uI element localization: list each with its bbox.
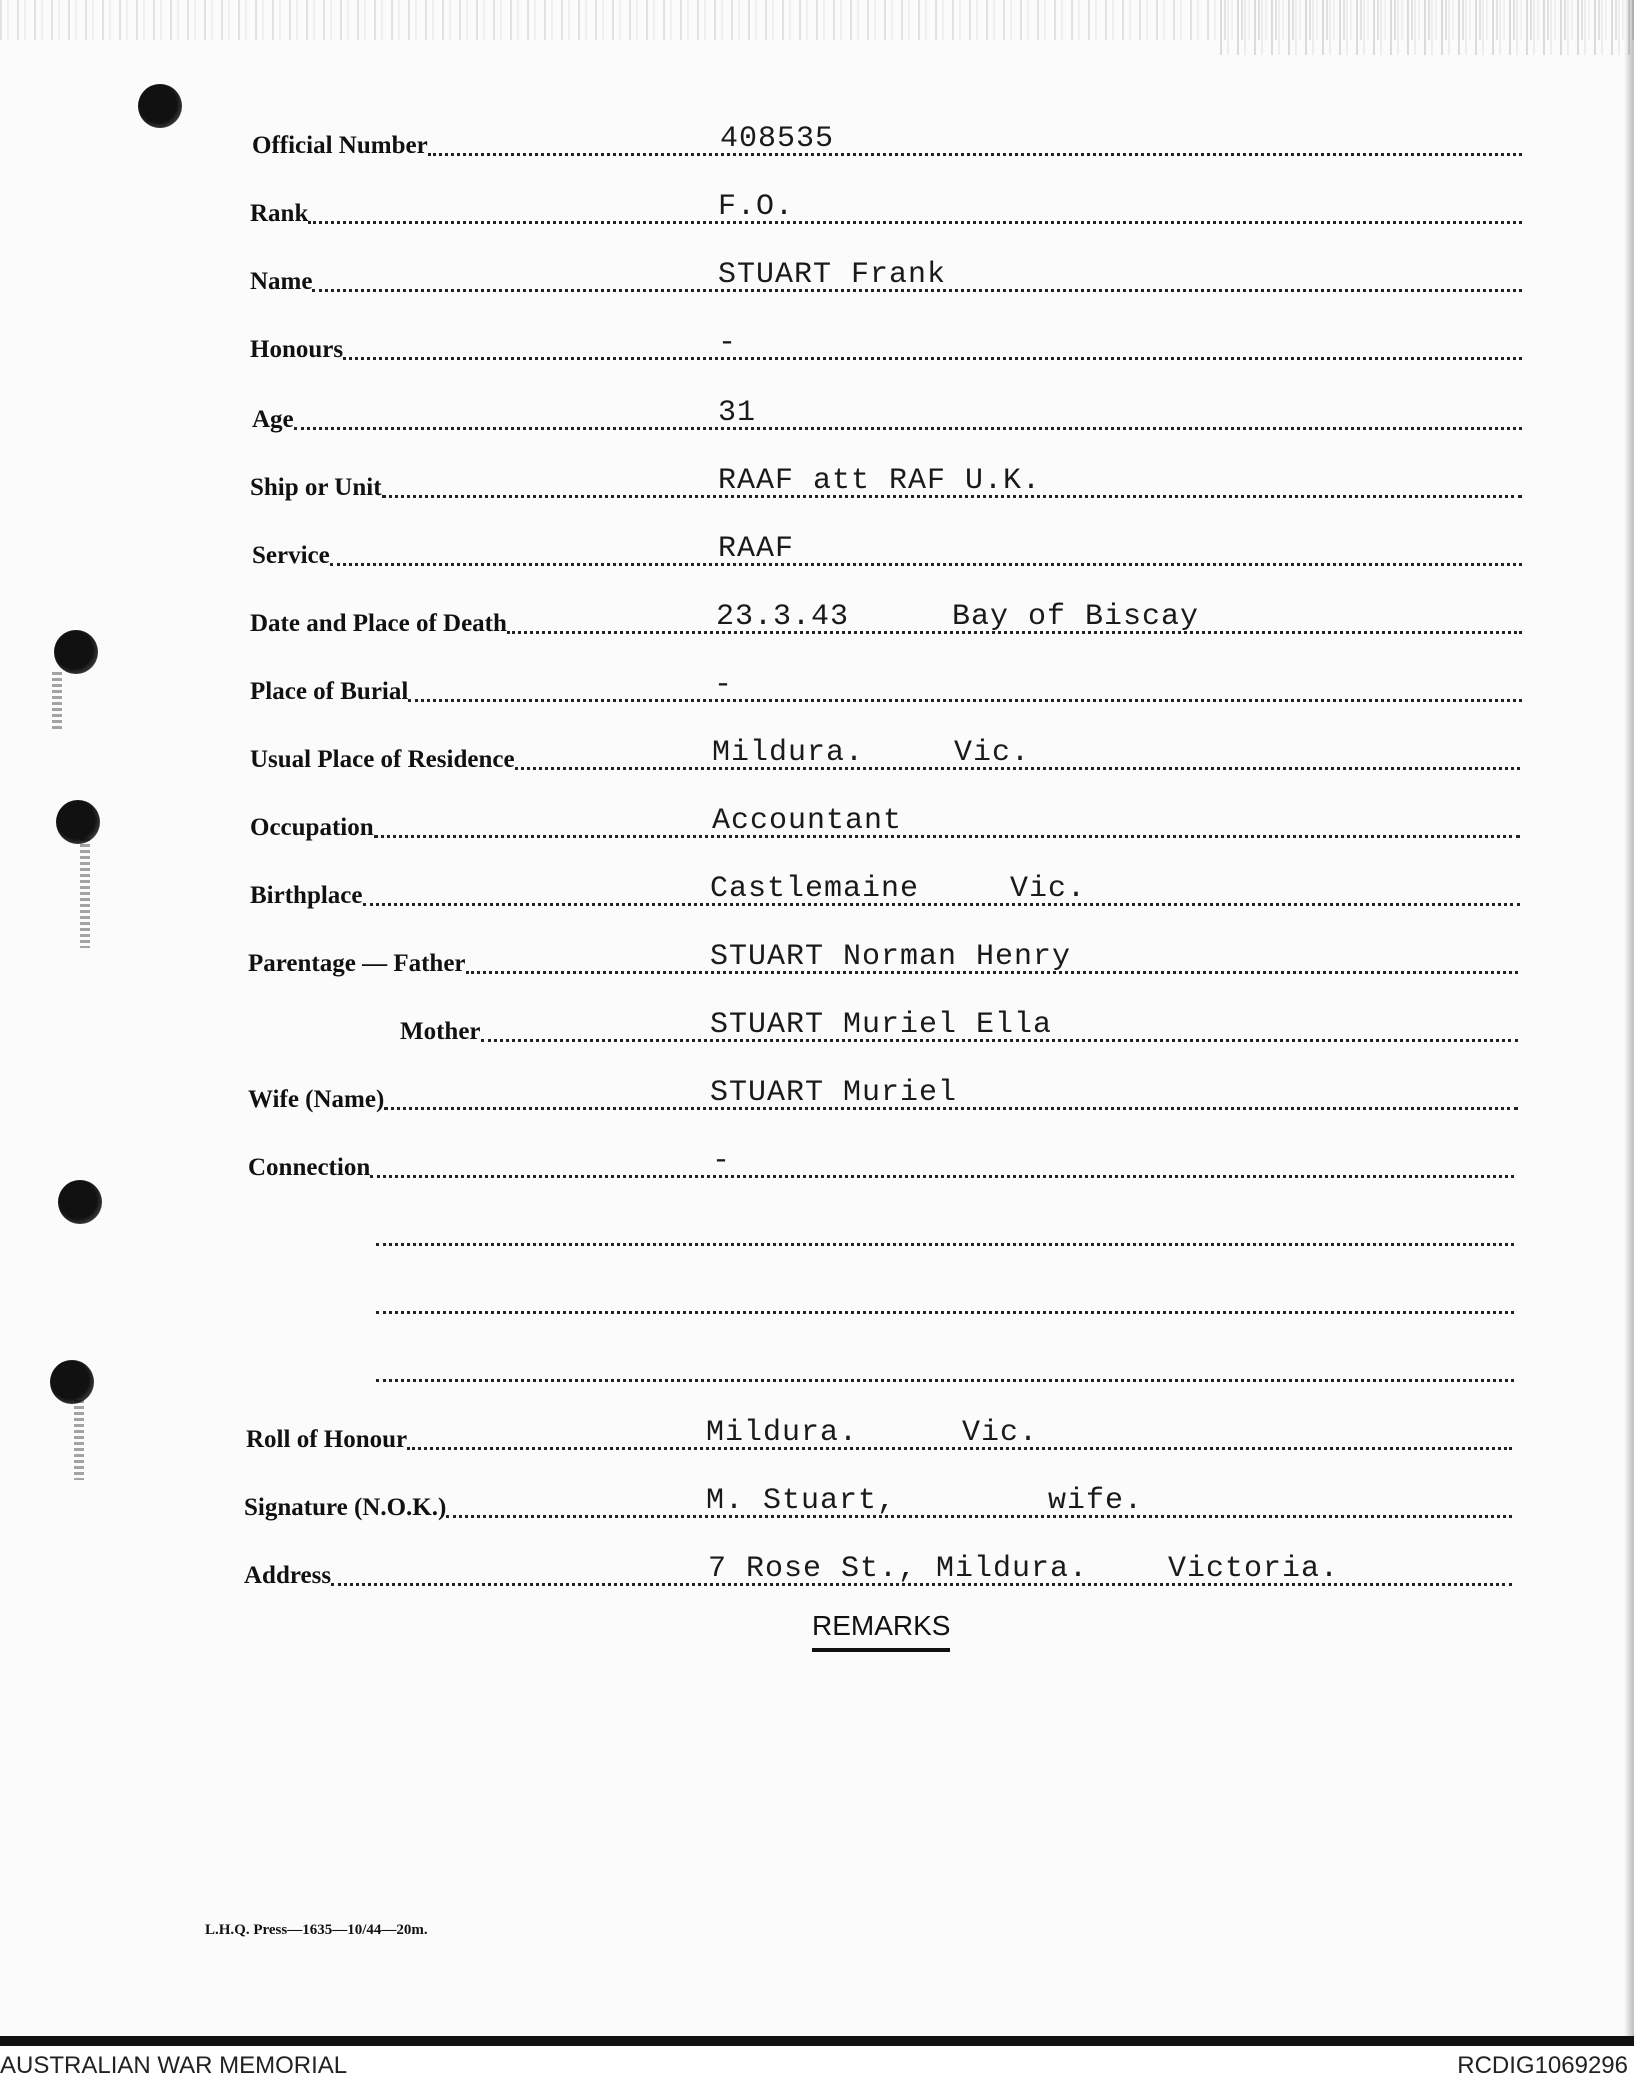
field-value-secondary: Bay of Biscay (952, 600, 1200, 634)
dotted-leader (308, 221, 1522, 224)
field-age (252, 398, 1522, 438)
field-label: Date and Place of Death (250, 610, 507, 637)
scan-edge-shadow (1624, 0, 1634, 2040)
field-value-secondary: Vic. (1010, 872, 1087, 906)
dotted-leader (407, 1447, 1512, 1450)
field-honours (250, 328, 1522, 368)
field-value-secondary: Vic. (954, 736, 1031, 770)
field-date-place-of-death (250, 602, 1522, 642)
footer-source: AUSTRALIAN WAR MEMORIAL (0, 2052, 348, 2079)
blank-line (376, 1350, 1514, 1390)
field-label: Place of Burial (250, 678, 409, 705)
punch-hole-streak (80, 838, 90, 948)
field-value: 408535 (720, 122, 835, 156)
punch-hole-streak (52, 672, 62, 732)
dotted-leader (363, 903, 1521, 906)
field-label: Connection (248, 1154, 371, 1181)
field-value: F.O. (718, 190, 795, 224)
print-reference: L.H.Q. Press—1635—10/44—20m. (205, 1922, 428, 1938)
field-value: STUART Norman Henry (710, 940, 1072, 974)
field-label: Signature (N.O.K.) (244, 1494, 447, 1521)
footer-id: RCDIG1069296 (1457, 2052, 1628, 2079)
dotted-leader (408, 699, 1522, 702)
punch-hole (54, 630, 98, 674)
dotted-leader (343, 357, 1522, 360)
dotted-leader (446, 1515, 1512, 1518)
field-service (252, 534, 1522, 574)
blank-line (376, 1282, 1514, 1322)
field-ship-or-unit (250, 466, 1522, 506)
dotted-leader (428, 153, 1522, 156)
field-wife-name (248, 1078, 1518, 1118)
field-connection (248, 1146, 1514, 1186)
field-label: Ship or Unit (250, 474, 382, 501)
field-rank (250, 192, 1522, 232)
field-label: Service (252, 542, 330, 569)
dotted-leader (376, 1379, 1514, 1382)
field-name (250, 260, 1522, 300)
field-label: Wife (Name) (248, 1086, 385, 1113)
field-label: Rank (250, 200, 309, 227)
dotted-leader (374, 835, 1520, 838)
field-value: - (714, 668, 734, 702)
scan-bottom-border (0, 2036, 1634, 2046)
field-label: Official Number (252, 132, 428, 159)
dotted-leader (330, 563, 1522, 566)
field-value: M. Stuart, (706, 1484, 897, 1518)
field-value: STUART Muriel (710, 1076, 958, 1110)
punch-hole (58, 1180, 102, 1224)
field-place-of-burial (250, 670, 1522, 710)
field-value-secondary: Vic. (962, 1416, 1039, 1450)
field-value: RAAF att RAF U.K. (718, 464, 1042, 498)
field-value-secondary: Victoria. (1168, 1552, 1340, 1586)
punch-hole (56, 800, 100, 844)
field-value: Mildura. (706, 1416, 859, 1450)
field-value: - (712, 1144, 732, 1178)
field-usual-residence (250, 738, 1520, 778)
dotted-leader (370, 1175, 1514, 1178)
field-label: Parentage — Father (248, 950, 466, 977)
field-label: Age (252, 406, 294, 433)
field-value: STUART Muriel Ella (710, 1008, 1053, 1042)
field-birthplace (250, 874, 1520, 914)
field-value-secondary: wife. (1048, 1484, 1144, 1518)
field-value: Mildura. (712, 736, 865, 770)
field-value: RAAF (718, 532, 795, 566)
field-roll-of-honour (246, 1418, 1512, 1458)
field-label: Honours (250, 336, 344, 363)
field-value: 23.3.43 (716, 600, 850, 634)
field-value: 31 (718, 396, 757, 430)
dotted-leader (294, 427, 1522, 430)
field-value: Accountant (712, 804, 903, 838)
punch-hole (50, 1360, 94, 1404)
punch-hole-streak (74, 1400, 84, 1480)
field-value: - (718, 326, 738, 360)
field-value: Castlemaine (710, 872, 920, 906)
field-address (244, 1554, 1512, 1594)
field-label: Roll of Honour (246, 1426, 408, 1453)
punch-hole (138, 84, 182, 128)
field-occupation (250, 806, 1520, 846)
dotted-leader (376, 1243, 1514, 1246)
field-label: Usual Place of Residence (250, 746, 515, 773)
field-label: Birthplace (250, 882, 363, 909)
field-father (248, 942, 1518, 982)
field-label: Occupation (250, 814, 374, 841)
remarks-heading: REMARKS (812, 1610, 950, 1652)
field-value: 7 Rose St., Mildura. (708, 1552, 1089, 1586)
field-official-number (252, 124, 1522, 164)
field-value: STUART Frank (718, 258, 947, 292)
field-signature-nok (244, 1486, 1512, 1526)
dotted-leader (376, 1311, 1514, 1314)
field-mother (400, 1010, 1518, 1050)
field-label: Address (244, 1562, 332, 1589)
blank-line (376, 1214, 1514, 1254)
field-label: Name (250, 268, 313, 295)
field-label: Mother (400, 1018, 481, 1045)
scan-noise-top-right (1220, 0, 1634, 55)
